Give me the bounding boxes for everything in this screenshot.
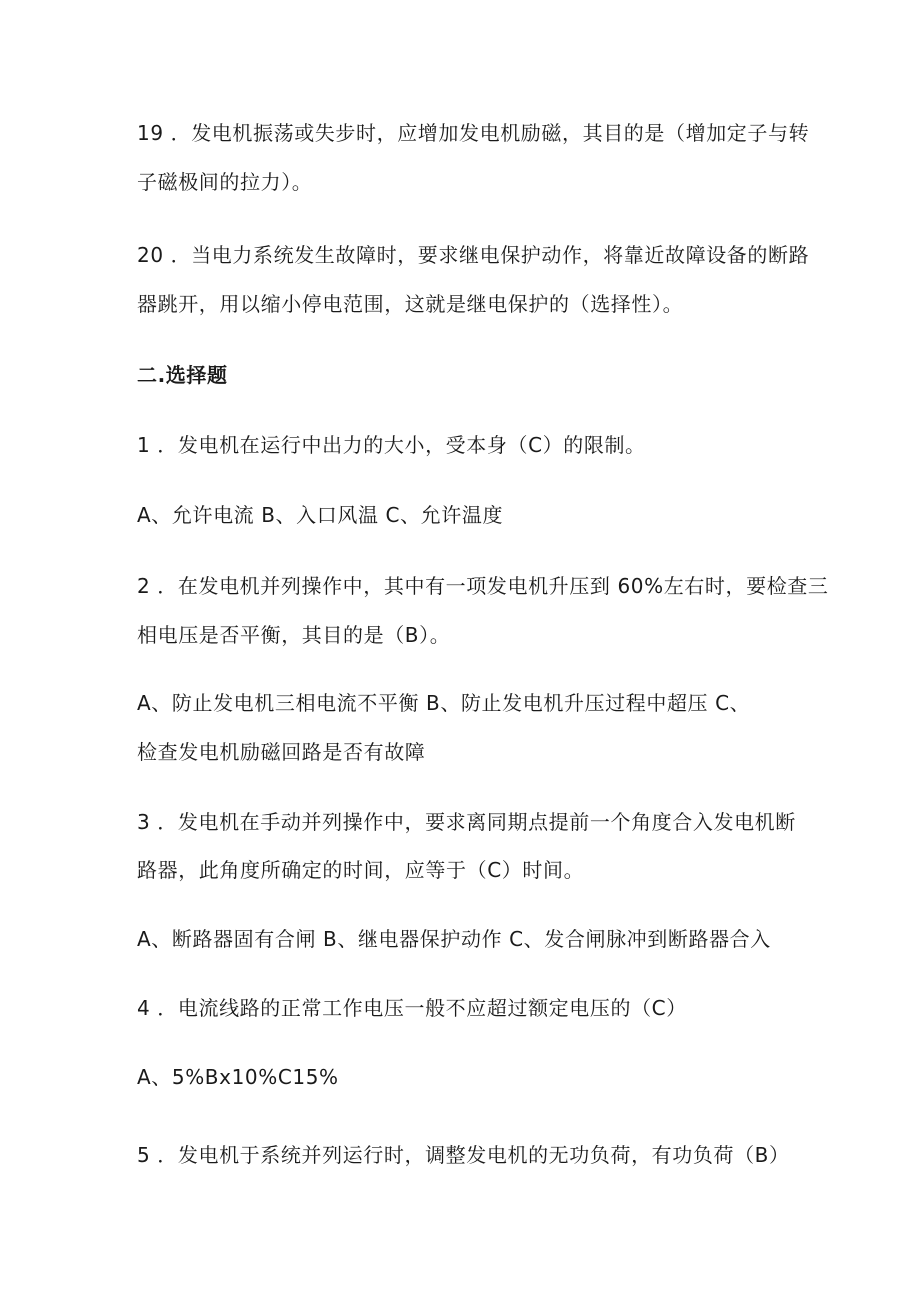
question-2-line-1: 2 ．在发电机并列操作中，其中有一项发电机升压到 60%左右时，要检查三 xyxy=(137,574,829,598)
question-2-line-2: 相电压是否平衡，其目的是（B）。 xyxy=(137,623,451,647)
question-1: 1 ．发电机在运行中出力的大小，受本身（C）的限制。 xyxy=(137,433,646,457)
question-4: 4 ．电流线路的正常工作电压一般不应超过额定电压的（C） xyxy=(137,996,687,1020)
question-19-line-2: 子磁极间的拉力）。 xyxy=(137,170,313,194)
question-20-line-2: 器跳开，用以缩小停电范围，这就是继电保护的（选择性）。 xyxy=(137,292,684,316)
section-heading: 二.选择题 xyxy=(137,363,228,387)
question-19-line-1: 19 ．发电机振荡或失步时，应增加发电机励磁，其目的是（增加定子与转 xyxy=(137,121,810,145)
question-2-options-line-2: 检查发电机励磁回路是否有故障 xyxy=(137,740,426,764)
question-5: 5 ．发电机于系统并列运行时，调整发电机的无功负荷，有功负荷（B） xyxy=(137,1143,790,1167)
question-3-line-2: 路器，此角度所确定的时间，应等于（C）时间。 xyxy=(137,858,585,882)
question-20-line-1: 20 ．当电力系统发生故障时，要求继电保护动作，将靠近故障设备的断路 xyxy=(137,243,810,267)
question-4-options: A、5%Bx10%C15% xyxy=(137,1065,339,1089)
question-2-options-line-1: A、防止发电机三相电流不平衡 B、防止发电机升压过程中超压 C、 xyxy=(137,691,751,715)
question-3-line-1: 3 ．发电机在手动并列操作中，要求离同期点提前一个角度合入发电机断 xyxy=(137,810,796,834)
question-1-options: A、允许电流 B、入口风温 C、允许温度 xyxy=(137,503,504,527)
question-3-options: A、断路器固有合闸 B、继电器保护动作 C、发合闸脉冲到断路器合入 xyxy=(137,927,771,951)
